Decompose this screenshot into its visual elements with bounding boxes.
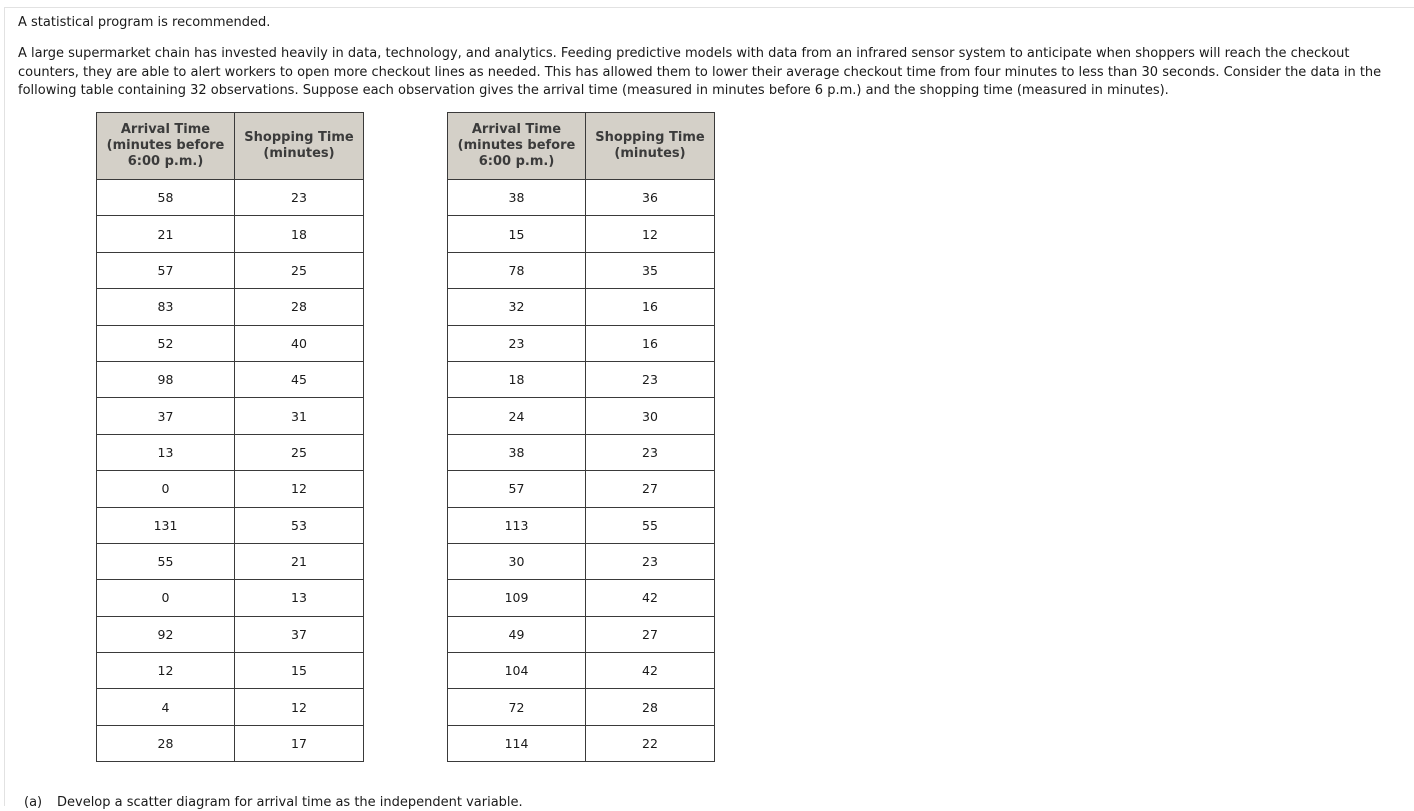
header-arrival-time: Arrival Time (minutes before 6:00 p.m.) [97, 113, 235, 180]
arrival-time-cell: 0 [97, 471, 235, 507]
table-row [97, 580, 364, 616]
table-row [448, 689, 715, 725]
arrival-time-cell: 55 [97, 543, 235, 579]
arrival-time-cell: 52 [97, 325, 235, 361]
table-row [97, 725, 364, 761]
arrival-time-cell: 92 [97, 616, 235, 652]
arrival-time-cell: 109 [448, 580, 586, 616]
part-a-question [24, 794, 523, 811]
shopping-time-cell: 28 [235, 289, 364, 325]
header-arrival-time: Arrival Time (minutes before 6:00 p.m.) [448, 113, 586, 180]
arrival-time-cell: 28 [97, 725, 235, 761]
observations-table-right [447, 112, 715, 762]
shopping-time-cell: 42 [586, 580, 715, 616]
table-row [448, 252, 715, 288]
shopping-time-cell: 45 [235, 361, 364, 397]
table-row [97, 325, 364, 361]
arrival-time-cell: 38 [448, 434, 586, 470]
table-row [448, 180, 715, 216]
table-row [448, 616, 715, 652]
shopping-time-cell: 42 [586, 653, 715, 689]
part-a-text: Develop a scatter diagram for arrival time as the independent variable. [57, 795, 523, 810]
arrival-time-cell: 37 [97, 398, 235, 434]
table-row [448, 289, 715, 325]
table-row [448, 471, 715, 507]
table-row [448, 580, 715, 616]
table-row [97, 180, 364, 216]
arrival-time-cell: 98 [97, 361, 235, 397]
shopping-time-cell: 31 [235, 398, 364, 434]
shopping-time-cell: 40 [235, 325, 364, 361]
shopping-time-cell: 25 [235, 252, 364, 288]
table-row [97, 689, 364, 725]
shopping-time-cell: 18 [235, 216, 364, 252]
arrival-time-cell: 12 [97, 653, 235, 689]
table-row [448, 216, 715, 252]
table-row [97, 252, 364, 288]
shopping-time-cell: 23 [586, 543, 715, 579]
table-row [97, 216, 364, 252]
shopping-time-cell: 22 [586, 725, 715, 761]
arrival-time-cell: 4 [97, 689, 235, 725]
arrival-time-cell: 78 [448, 252, 586, 288]
shopping-time-cell: 53 [235, 507, 364, 543]
arrival-time-cell: 58 [97, 180, 235, 216]
arrival-time-cell: 83 [97, 289, 235, 325]
shopping-time-cell: 36 [586, 180, 715, 216]
shopping-time-cell: 13 [235, 580, 364, 616]
table-row [97, 434, 364, 470]
shopping-time-cell: 23 [586, 434, 715, 470]
shopping-time-cell: 30 [586, 398, 715, 434]
arrival-time-cell: 13 [97, 434, 235, 470]
shopping-time-cell: 23 [235, 180, 364, 216]
recommendation-note: A statistical program is recommended. [18, 15, 271, 30]
table-row [97, 471, 364, 507]
arrival-time-cell: 57 [448, 471, 586, 507]
problem-description: A large supermarket chain has invested heavily in data, technology, and analytics. Feeding predictive models with data from an infrared sensor system to anticipate when shoppers will reach the checkout counters, they are able to alert workers to open more checkout lines as needed. This has allowed them to lower their average checkout time from four minutes to less than 30 seconds. Consider the data in the following table containing 32 observations. Suppose each observation gives the arrival time (measured in minutes before 6 p.m.) and the shopping time (measured in minutes). [18, 46, 1382, 98]
arrival-time-cell: 23 [448, 325, 586, 361]
table-row [448, 725, 715, 761]
part-a-label: (a) [24, 795, 43, 810]
shopping-time-cell: 23 [586, 361, 715, 397]
shopping-time-cell: 12 [235, 471, 364, 507]
shopping-time-cell: 35 [586, 252, 715, 288]
arrival-time-cell: 18 [448, 361, 586, 397]
table-row [448, 361, 715, 397]
shopping-time-cell: 55 [586, 507, 715, 543]
table-row [97, 507, 364, 543]
table-row [448, 653, 715, 689]
arrival-time-cell: 131 [97, 507, 235, 543]
arrival-time-cell: 38 [448, 180, 586, 216]
shopping-time-cell: 17 [235, 725, 364, 761]
table-row [448, 434, 715, 470]
table-row [97, 361, 364, 397]
arrival-time-cell: 32 [448, 289, 586, 325]
table-row [97, 398, 364, 434]
header-shopping-time: Shopping Time (minutes) [586, 113, 715, 180]
shopping-time-cell: 21 [235, 543, 364, 579]
arrival-time-cell: 21 [97, 216, 235, 252]
shopping-time-cell: 12 [586, 216, 715, 252]
table-row [97, 653, 364, 689]
table-row [448, 398, 715, 434]
arrival-time-cell: 57 [97, 252, 235, 288]
shopping-time-cell: 25 [235, 434, 364, 470]
table-row [97, 543, 364, 579]
shopping-time-cell: 27 [586, 471, 715, 507]
shopping-time-cell: 16 [586, 325, 715, 361]
shopping-time-cell: 12 [235, 689, 364, 725]
arrival-time-cell: 104 [448, 653, 586, 689]
shopping-time-cell: 27 [586, 616, 715, 652]
table-row [448, 507, 715, 543]
table-row [448, 543, 715, 579]
observations-table-left [96, 112, 364, 762]
arrival-time-cell: 0 [97, 580, 235, 616]
arrival-time-cell: 15 [448, 216, 586, 252]
arrival-time-cell: 113 [448, 507, 586, 543]
table-row [97, 289, 364, 325]
arrival-time-cell: 114 [448, 725, 586, 761]
shopping-time-cell: 16 [586, 289, 715, 325]
shopping-time-cell: 15 [235, 653, 364, 689]
header-shopping-time: Shopping Time (minutes) [235, 113, 364, 180]
table-row [448, 325, 715, 361]
shopping-time-cell: 37 [235, 616, 364, 652]
arrival-time-cell: 24 [448, 398, 586, 434]
arrival-time-cell: 49 [448, 616, 586, 652]
shopping-time-cell: 28 [586, 689, 715, 725]
arrival-time-cell: 30 [448, 543, 586, 579]
table-row [97, 616, 364, 652]
arrival-time-cell: 72 [448, 689, 586, 725]
